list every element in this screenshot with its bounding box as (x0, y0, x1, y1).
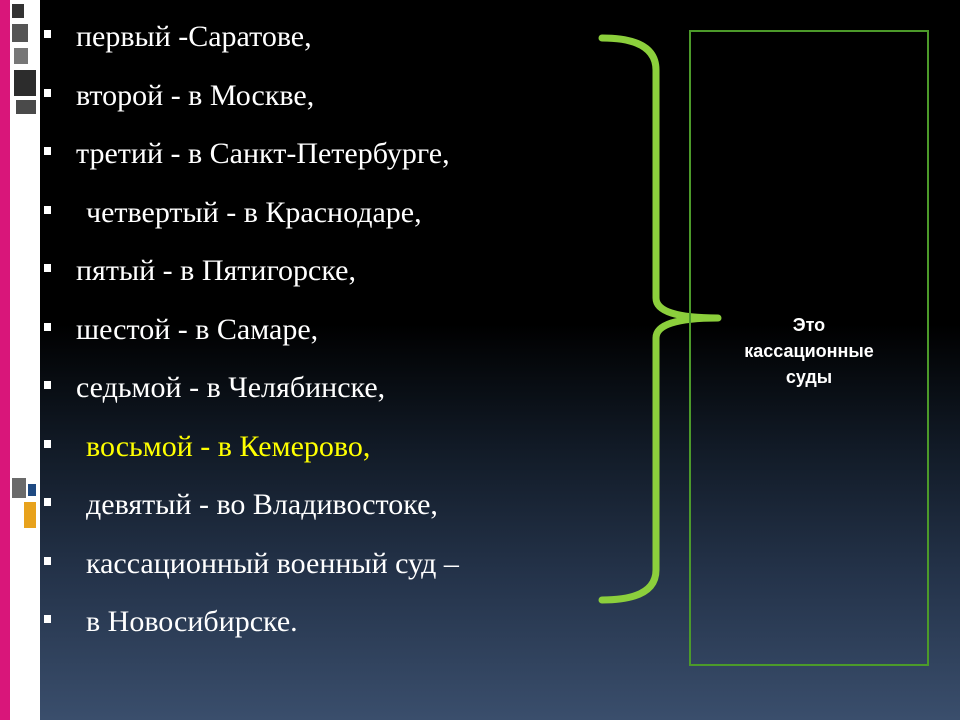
list-item (40, 535, 640, 594)
decor-square-icon (12, 4, 24, 18)
list-item-text: пятый - в Пятигорске, (76, 254, 356, 287)
list-item-text: восьмой - в Кемерово, (86, 429, 371, 463)
list-item-text: седьмой - в Челябинске, (76, 371, 386, 404)
decor-square-icon (24, 502, 36, 528)
note-line-1: Это (792, 315, 826, 335)
list-item-text: шестой - в Самаре, (76, 312, 319, 346)
pink-accent-bar (0, 0, 10, 720)
list-item (40, 8, 640, 67)
note-box (689, 30, 929, 666)
list-item-text: второй - в Москве, (76, 78, 315, 112)
list-item-text: первый -Саратове, (76, 20, 312, 53)
decor-square-icon (12, 478, 26, 498)
bullet-square-icon (44, 557, 51, 565)
bullet-square-icon (44, 147, 51, 155)
note-text (691, 312, 927, 390)
bullet-square-icon (44, 30, 51, 38)
list-item (40, 593, 640, 652)
decor-square-icon (28, 484, 36, 496)
decor-square-icon (14, 70, 36, 96)
court-list (40, 8, 640, 652)
bullet-square-icon (44, 89, 51, 97)
list-item-text: кассационный военный суд – (86, 546, 459, 580)
list-item (40, 301, 640, 360)
list-item (40, 242, 640, 301)
list-item-text: четвертый - в Краснодаре, (86, 195, 422, 229)
list-item (40, 67, 640, 126)
bullet-square-icon (44, 381, 51, 389)
decor-square-icon (12, 24, 28, 42)
bullet-square-icon (44, 615, 51, 623)
decor-square-icon (14, 48, 28, 64)
list-item (40, 125, 640, 184)
note-line-2: кассационные (744, 341, 874, 361)
list-item (40, 476, 640, 535)
bullet-square-icon (44, 498, 51, 506)
bullet-square-icon (44, 206, 51, 214)
list-item-text: девятый - во Владивостоке, (86, 488, 438, 521)
decor-square-icon (16, 100, 36, 114)
bullet-square-icon (44, 264, 51, 272)
list-item-text: третий - в Санкт-Петербурге, (76, 137, 450, 170)
list-item-highlighted (40, 418, 640, 477)
list-item-text: в Новосибирске. (86, 605, 298, 638)
bullet-square-icon (44, 323, 51, 331)
bullet-square-icon (44, 440, 51, 448)
note-line-3: суды (785, 367, 833, 387)
list-item (40, 184, 640, 243)
list-item (40, 359, 640, 418)
